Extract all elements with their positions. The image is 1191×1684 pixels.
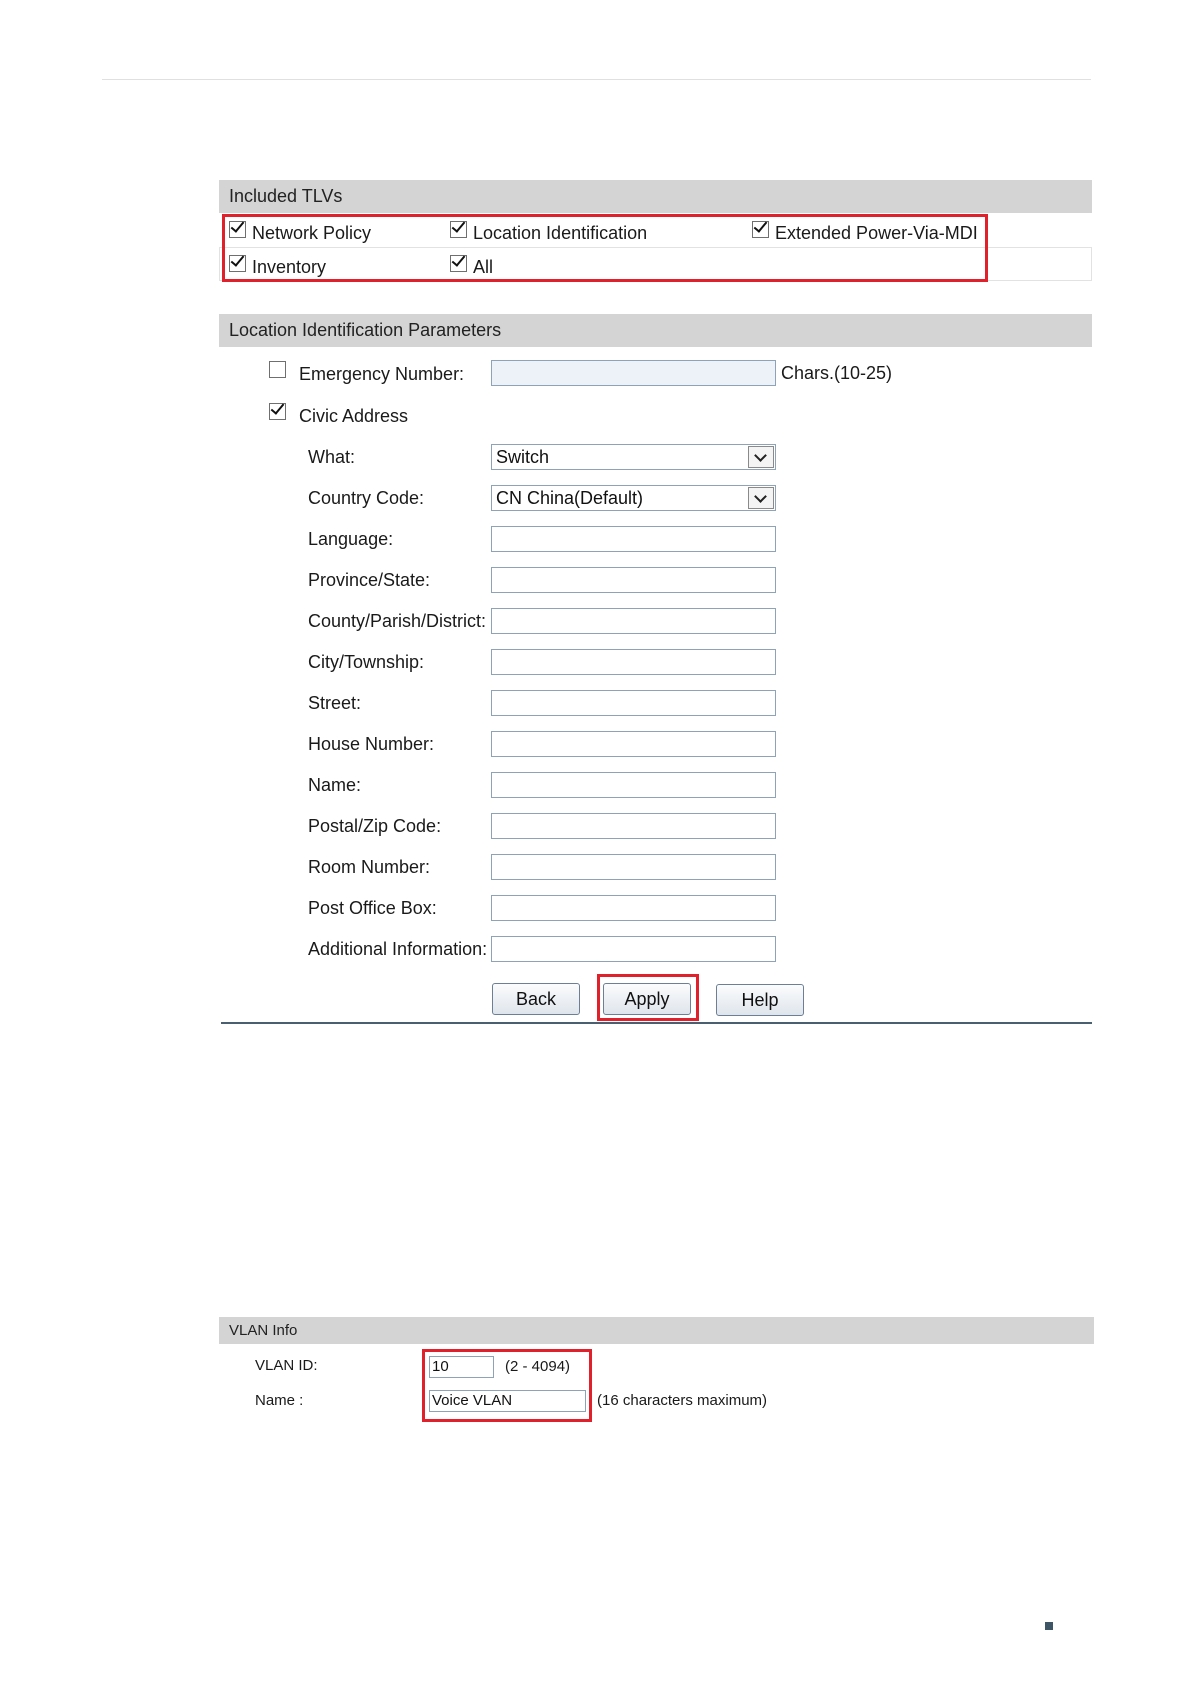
location-params-title: Location Identification Parameters — [229, 320, 502, 340]
inventory-label: Inventory — [252, 257, 327, 277]
province-state-label: Province/State: — [308, 570, 431, 590]
county-parish-district-label: County/Parish/District: — [308, 611, 487, 631]
included-tlvs-title: Included TLVs — [229, 186, 343, 206]
what-select[interactable] — [491, 444, 776, 470]
vlan-info-header — [219, 1317, 1094, 1344]
vlan-id-hint: (2 - 4094) — [505, 1358, 571, 1375]
included-tlvs-header — [219, 180, 1092, 213]
help-button[interactable]: Help — [716, 984, 804, 1016]
house-number-input[interactable] — [491, 731, 776, 757]
city-township-input[interactable] — [491, 649, 776, 675]
city-township-label: City/Township: — [308, 652, 425, 672]
country-code-select-value: CN China(Default) — [496, 488, 644, 508]
civic-address-label: Civic Address — [299, 406, 409, 426]
vlan-name-label: Name : — [255, 1392, 304, 1409]
language-input[interactable] — [491, 526, 776, 552]
apply-button[interactable]: Apply — [603, 983, 691, 1015]
postal-zip-code-input[interactable] — [491, 813, 776, 839]
network-policy-label: Network Policy — [252, 223, 372, 243]
post-office-box-input[interactable] — [491, 895, 776, 921]
house-number-label: House Number: — [308, 734, 435, 754]
emergency-number-hint: Chars.(10-25) — [781, 363, 893, 383]
what-select-value: Switch — [496, 447, 550, 467]
street-label: Street: — [308, 693, 362, 713]
chevron-down-icon[interactable] — [748, 446, 774, 468]
back-button[interactable]: Back — [492, 983, 580, 1015]
section-divider — [221, 1022, 1092, 1024]
language-label: Language: — [308, 529, 394, 549]
what-label: What: — [308, 447, 356, 467]
vlan-info-title: VLAN Info — [229, 1322, 298, 1339]
location-params-header — [219, 314, 1092, 347]
page-marker — [1045, 1622, 1053, 1630]
vlan-id-input[interactable]: 10 — [429, 1356, 494, 1378]
post-office-box-label: Post Office Box: — [308, 898, 437, 918]
page-top-rule — [102, 79, 1091, 80]
emergency-number-label: Emergency Number: — [299, 364, 465, 384]
emergency-number-checkbox[interactable] — [269, 361, 286, 378]
additional-information-input[interactable] — [491, 936, 776, 962]
room-number-input[interactable] — [491, 854, 776, 880]
street-input[interactable] — [491, 690, 776, 716]
name-input[interactable] — [491, 772, 776, 798]
additional-information-label: Additional Information: — [308, 939, 488, 959]
postal-zip-code-label: Postal/Zip Code: — [308, 816, 442, 836]
tlvs-highlight-box — [222, 214, 988, 282]
extended-power-via-mdi-label: Extended Power-Via-MDI — [775, 223, 978, 243]
chevron-down-icon[interactable] — [748, 487, 774, 509]
room-number-label: Room Number: — [308, 857, 431, 877]
all-tlvs-label: All — [473, 257, 494, 277]
vlan-name-hint: (16 characters maximum) — [597, 1392, 768, 1409]
civic-address-checkbox[interactable] — [269, 403, 286, 420]
location-identification-label: Location Identification — [473, 223, 648, 243]
name-label: Name: — [308, 775, 362, 795]
vlan-name-input[interactable]: Voice VLAN — [429, 1390, 586, 1412]
country-code-label: Country Code: — [308, 488, 425, 508]
emergency-number-input[interactable] — [491, 360, 776, 386]
county-parish-district-input[interactable] — [491, 608, 776, 634]
vlan-id-label: VLAN ID: — [255, 1357, 318, 1374]
vlan-highlight-box — [422, 1349, 592, 1422]
country-code-select[interactable] — [491, 485, 776, 511]
province-state-input[interactable] — [491, 567, 776, 593]
apply-highlight-box — [597, 974, 699, 1021]
